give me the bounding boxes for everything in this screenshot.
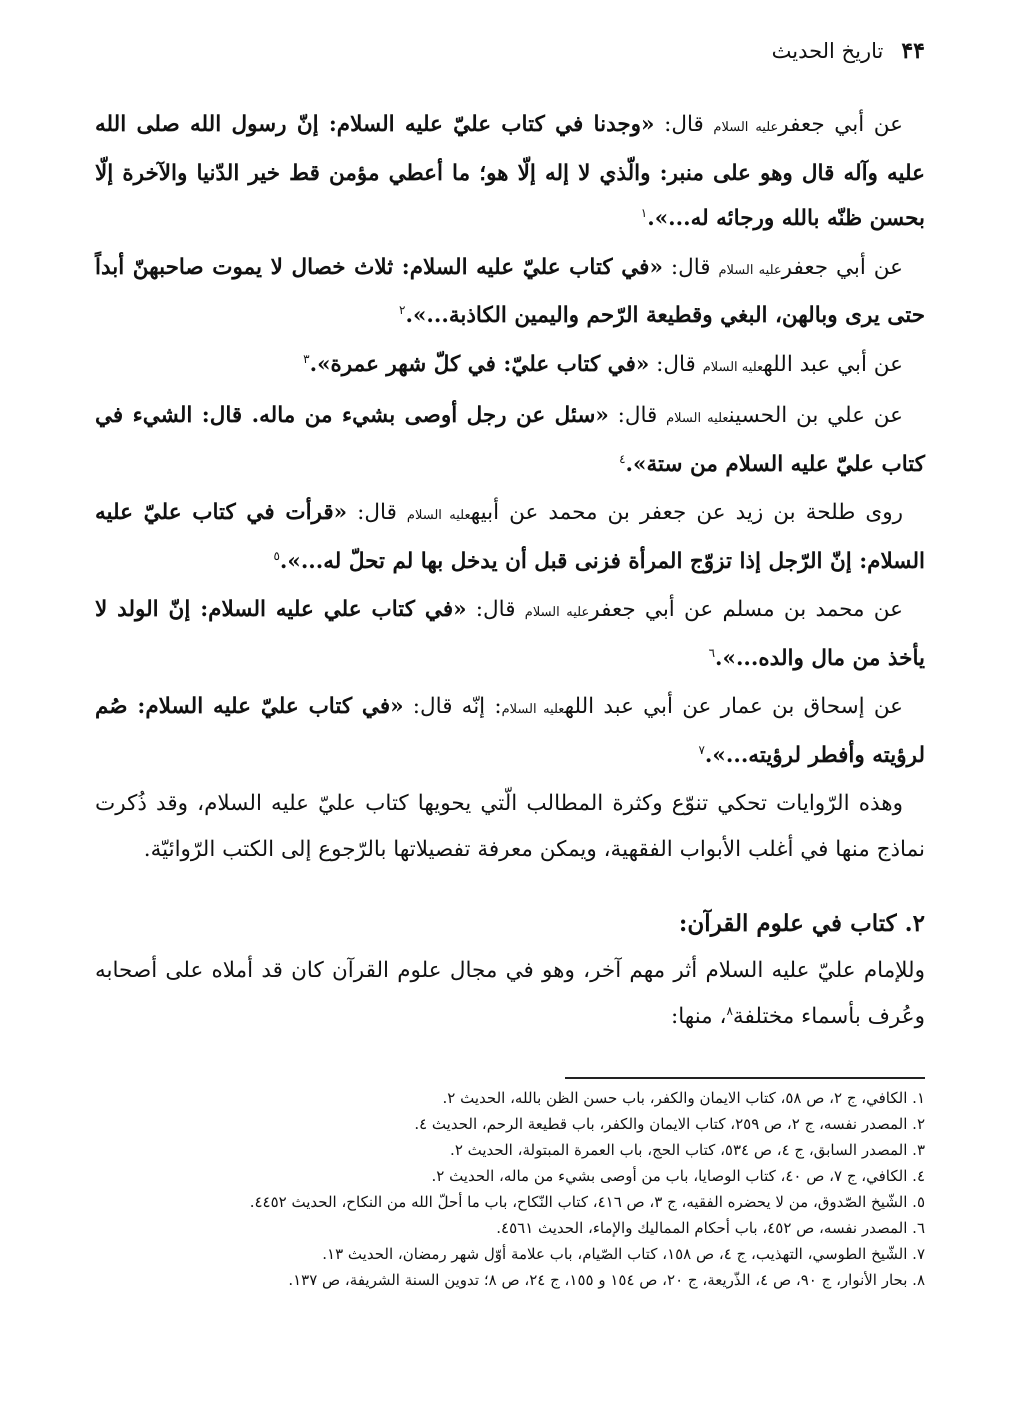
narration-intro: عن أبي جعفر bbox=[781, 254, 903, 280]
footnote-marker: ٣ bbox=[303, 351, 310, 366]
document-page bbox=[95, 38, 925, 1293]
narration-quote: «في كتاب عليّ عليه السلام: صُم لرؤيته وأفطر لرؤيته...». bbox=[95, 694, 925, 768]
narration-connector: قال: bbox=[347, 500, 407, 525]
narration-connector: : إنّه قال: bbox=[403, 694, 502, 719]
footnotes bbox=[95, 1085, 925, 1293]
narration-paragraph bbox=[95, 490, 925, 584]
narration-intro: عن علي بن الحسين bbox=[728, 403, 903, 428]
narration-paragraph bbox=[95, 393, 925, 487]
footnote-item: ٨. بحار الأنوار، ج ٩٠، ص ٤، الذّريعة، ج ٢٠، ص ١٥٤ و ١٥٥، ج ٢٤، ص ٨؛ تدوين السنة الشريفة، ص ١٣٧. bbox=[288, 1271, 925, 1289]
narration-quote: «في كتاب عليّ عليه السلام: ثلاث خصال لا يموت صاحبهنّ أبداً حتى يرى وبالهن، البغي وقطيعة الرّحم واليمين الكاذبة...». bbox=[95, 254, 925, 328]
book-title: تاريخ الحديث bbox=[771, 39, 884, 63]
narration-paragraph bbox=[95, 684, 925, 778]
narration-connector: قال: bbox=[654, 112, 714, 137]
narration-quote: «في كتاب علي عليه السلام: إنّ الولد لا يأخذ من مال والده...». bbox=[95, 597, 925, 671]
narration-connector: قال: bbox=[466, 597, 525, 622]
footnote-item: ٥. الشّيخ الصّدوق، من لا يحضره الفقيه، ج ٣، ص ٤١٦، كتاب النّكاح، باب ما أحلّ الله من النكاح، الحديث ٤٤٥٢. bbox=[249, 1193, 925, 1211]
honorific: عليه السلام bbox=[713, 120, 779, 135]
narration-connector: قال: bbox=[649, 351, 703, 377]
footnote-marker: ٢ bbox=[399, 302, 406, 317]
footnote-item: ٢. المصدر نفسه، ج ٢، ص ٢٥٩، كتاب الايمان والكفر، باب قطيعة الرحم، الحديث ٤. bbox=[414, 1115, 925, 1133]
closing-paragraph: وهذه الرّوايات تحكي تنوّع وكثرة المطالب الّتي يحويها كتاب عليّ عليه السلام، وقد ذُكرت نماذج منها في أغلب الأبواب الفقهية، ويمكن معرفة تفصيلاتها بالرّجوع إلى الكتب الرّوائيّة. bbox=[95, 791, 925, 862]
footnote-marker: ٥ bbox=[273, 548, 280, 563]
footnote-item: ٣. المصدر السابق، ج ٤، ص ٥٣٤، كتاب الحج، باب العمرة المبتولة، الحديث ٢. bbox=[450, 1141, 925, 1159]
honorific: عليه السلام bbox=[702, 359, 764, 375]
footnote-separator bbox=[565, 1077, 925, 1079]
page-number: ۴۴ bbox=[901, 38, 925, 64]
narration-connector: قال: bbox=[608, 403, 667, 428]
footnote-marker: ٧ bbox=[698, 742, 705, 757]
narration-quote: «وجدنا في كتاب عليّ عليه السلام: إنّ رسول الله صلى الله عليه وآله قال وهو على منبر: والّذي لا إله إلّا هو؛ ما أعطي مؤمن قط خير الدّنيا والآخرة إلّا بحسن ظنّه بالله ورجائه له...». bbox=[95, 112, 925, 231]
footnote-item: ١. الكافي، ج ٢، ص ٥٨، كتاب الايمان والكفر، باب حسن الظن بالله، الحديث ٢. bbox=[442, 1089, 925, 1107]
narration-intro: عن محمد بن مسلم عن أبي جعفر bbox=[589, 597, 903, 622]
narration-quote: «في كتاب عليّ: في كلّ شهر عمرة». bbox=[309, 351, 650, 377]
footnote-marker: ٤ bbox=[619, 451, 626, 466]
narration-paragraph bbox=[95, 245, 925, 339]
narration-paragraph bbox=[95, 587, 925, 681]
honorific: عليه السلام bbox=[666, 411, 729, 426]
section-text: وللإمام عليّ عليه السلام أثر مهم آخر، وهو في مجال علوم القرآن كان قد أملاه على أصحابه وعُرف بأسماء مختلفة bbox=[95, 958, 925, 1029]
narration-intro: عن أبي عبد الله bbox=[763, 351, 903, 377]
narration-quote: «سئل عن رجل أوصى بشيء من ماله. قال: الشيء في كتاب عليّ عليه السلام من ستة». bbox=[95, 403, 925, 477]
footnote-marker: ٨ bbox=[726, 1003, 733, 1018]
narration-quote: «قرأت في كتاب عليّ عليه السلام: إنّ الرّجل إذا تزوّج المرأة فزنى قبل أن يدخل بها لم تحلّ له...». bbox=[95, 500, 925, 574]
footnote-item: ٦. المصدر نفسه، ص ٤٥٢، باب أحكام المماليك والإماء، الحديث ٤٥٦١. bbox=[496, 1219, 925, 1237]
honorific: عليه السلام bbox=[406, 508, 471, 523]
narration-connector: قال: bbox=[662, 254, 719, 280]
footnote-item: ٧. الشّيخ الطوسي، التهذيب، ج ٤، ص ١٥٨، كتاب الصّيام، باب علامة أوّل شهر رمضان، الحديث ١٣. bbox=[322, 1245, 925, 1263]
footnote-marker: ٦ bbox=[708, 645, 716, 660]
honorific: عليه السلام bbox=[524, 605, 590, 620]
narration-paragraph bbox=[95, 342, 925, 391]
narration-intro: روى طلحة بن زيد عن جعفر بن محمد عن أبيه bbox=[470, 500, 903, 525]
running-header bbox=[95, 38, 925, 64]
section-intro bbox=[95, 948, 925, 1039]
narration-intro: عن إسحاق بن عمار عن أبي عبد الله bbox=[564, 694, 904, 719]
section-heading: ٢. كتاب في علوم القرآن: bbox=[678, 910, 925, 937]
section-text-end: ، منها: bbox=[670, 1003, 727, 1029]
narration-intro: عن أبي جعفر bbox=[778, 112, 903, 137]
narrations-list bbox=[95, 102, 925, 778]
honorific: عليه السلام bbox=[501, 702, 565, 717]
footnote-marker: ١ bbox=[640, 205, 648, 220]
narration-paragraph bbox=[95, 102, 925, 242]
honorific: عليه السلام bbox=[718, 262, 782, 278]
footnote-item: ٤. الكافي، ج ٧، ص ٤٠، كتاب الوصايا، باب من أوصى بشيء من ماله، الحديث ٢. bbox=[431, 1167, 925, 1185]
